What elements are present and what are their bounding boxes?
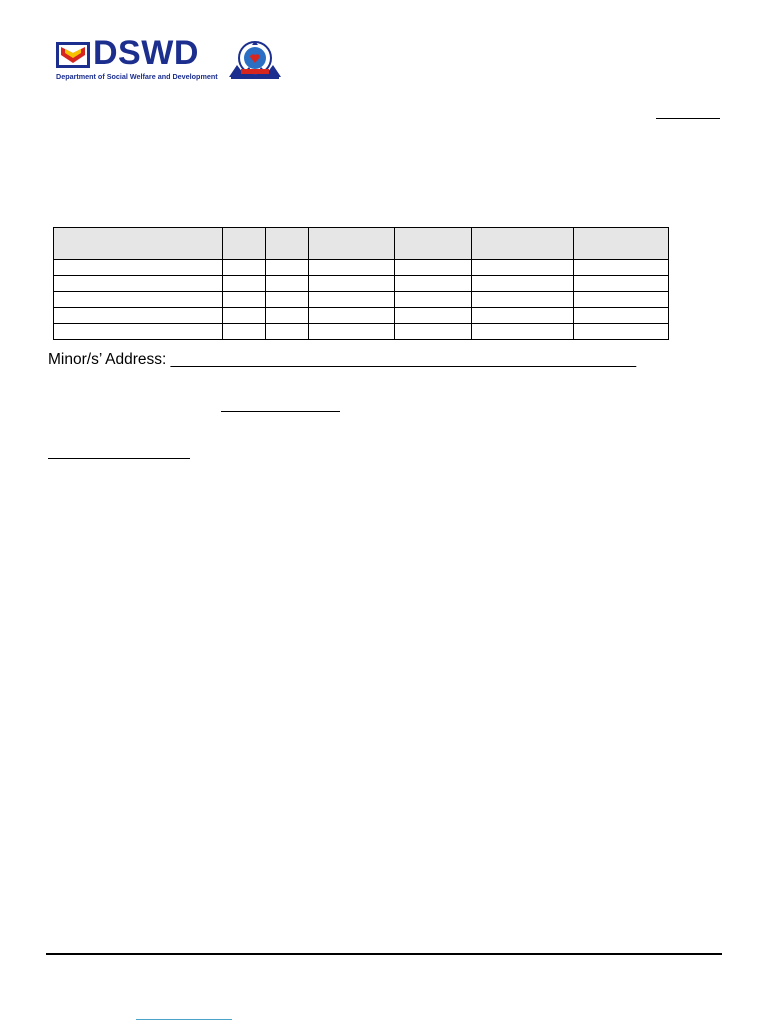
table-cell[interactable]: [574, 260, 669, 276]
table-cell[interactable]: [223, 308, 266, 324]
dswd-subtitle: Department of Social Welfare and Development: [56, 72, 218, 81]
table-cell[interactable]: [395, 276, 472, 292]
table-row: [54, 324, 669, 340]
table-cell[interactable]: [472, 324, 574, 340]
table-row: [54, 260, 669, 276]
blank-line[interactable]: [221, 411, 340, 412]
table-cell[interactable]: [54, 324, 223, 340]
table-cell[interactable]: [54, 276, 223, 292]
table-cell[interactable]: [266, 276, 309, 292]
table-cell[interactable]: [54, 308, 223, 324]
table-header-cell: [266, 228, 309, 260]
table-row: [54, 308, 669, 324]
table-cell[interactable]: [309, 292, 395, 308]
table-cell[interactable]: [395, 260, 472, 276]
table-cell[interactable]: [223, 324, 266, 340]
table-cell[interactable]: [472, 276, 574, 292]
table-cell[interactable]: [266, 292, 309, 308]
table-header-row: [54, 228, 669, 260]
table-cell[interactable]: [574, 308, 669, 324]
blank-line[interactable]: [48, 458, 190, 459]
table-header-cell: [395, 228, 472, 260]
dswd-wordmark: DSWD: [93, 34, 199, 72]
table-cell[interactable]: [309, 260, 395, 276]
table-row: [54, 292, 669, 308]
table-header-cell: [574, 228, 669, 260]
table-cell[interactable]: [309, 276, 395, 292]
table-cell[interactable]: [574, 292, 669, 308]
date-blank-line: [656, 118, 720, 119]
table-cell[interactable]: [574, 324, 669, 340]
footer-divider: [46, 953, 722, 955]
table-header-cell: [309, 228, 395, 260]
table-cell[interactable]: [54, 292, 223, 308]
table-cell[interactable]: [472, 292, 574, 308]
table-header-cell: [472, 228, 574, 260]
table-cell[interactable]: [266, 324, 309, 340]
minors-info-table: [53, 227, 669, 340]
table-header-cell: [223, 228, 266, 260]
table-cell[interactable]: [266, 308, 309, 324]
table-cell[interactable]: [395, 324, 472, 340]
table-cell[interactable]: [395, 308, 472, 324]
dswd-emblem-icon: [56, 40, 90, 70]
table-cell[interactable]: [54, 260, 223, 276]
table-cell[interactable]: [223, 292, 266, 308]
footer-link-underline[interactable]: [136, 1019, 232, 1020]
table-cell[interactable]: [223, 260, 266, 276]
table-header-cell: [54, 228, 223, 260]
bagong-pilipinas-seal-icon: [227, 37, 283, 81]
table-cell[interactable]: [395, 292, 472, 308]
table-cell[interactable]: [266, 260, 309, 276]
table-cell[interactable]: [472, 260, 574, 276]
table-cell[interactable]: [309, 308, 395, 324]
table-cell[interactable]: [472, 308, 574, 324]
table-cell[interactable]: [574, 276, 669, 292]
table-row: [54, 276, 669, 292]
table-cell[interactable]: [223, 276, 266, 292]
minors-address-label: Minor/s’ Address: ______________________________________________________: [48, 351, 637, 368]
table-cell[interactable]: [309, 324, 395, 340]
